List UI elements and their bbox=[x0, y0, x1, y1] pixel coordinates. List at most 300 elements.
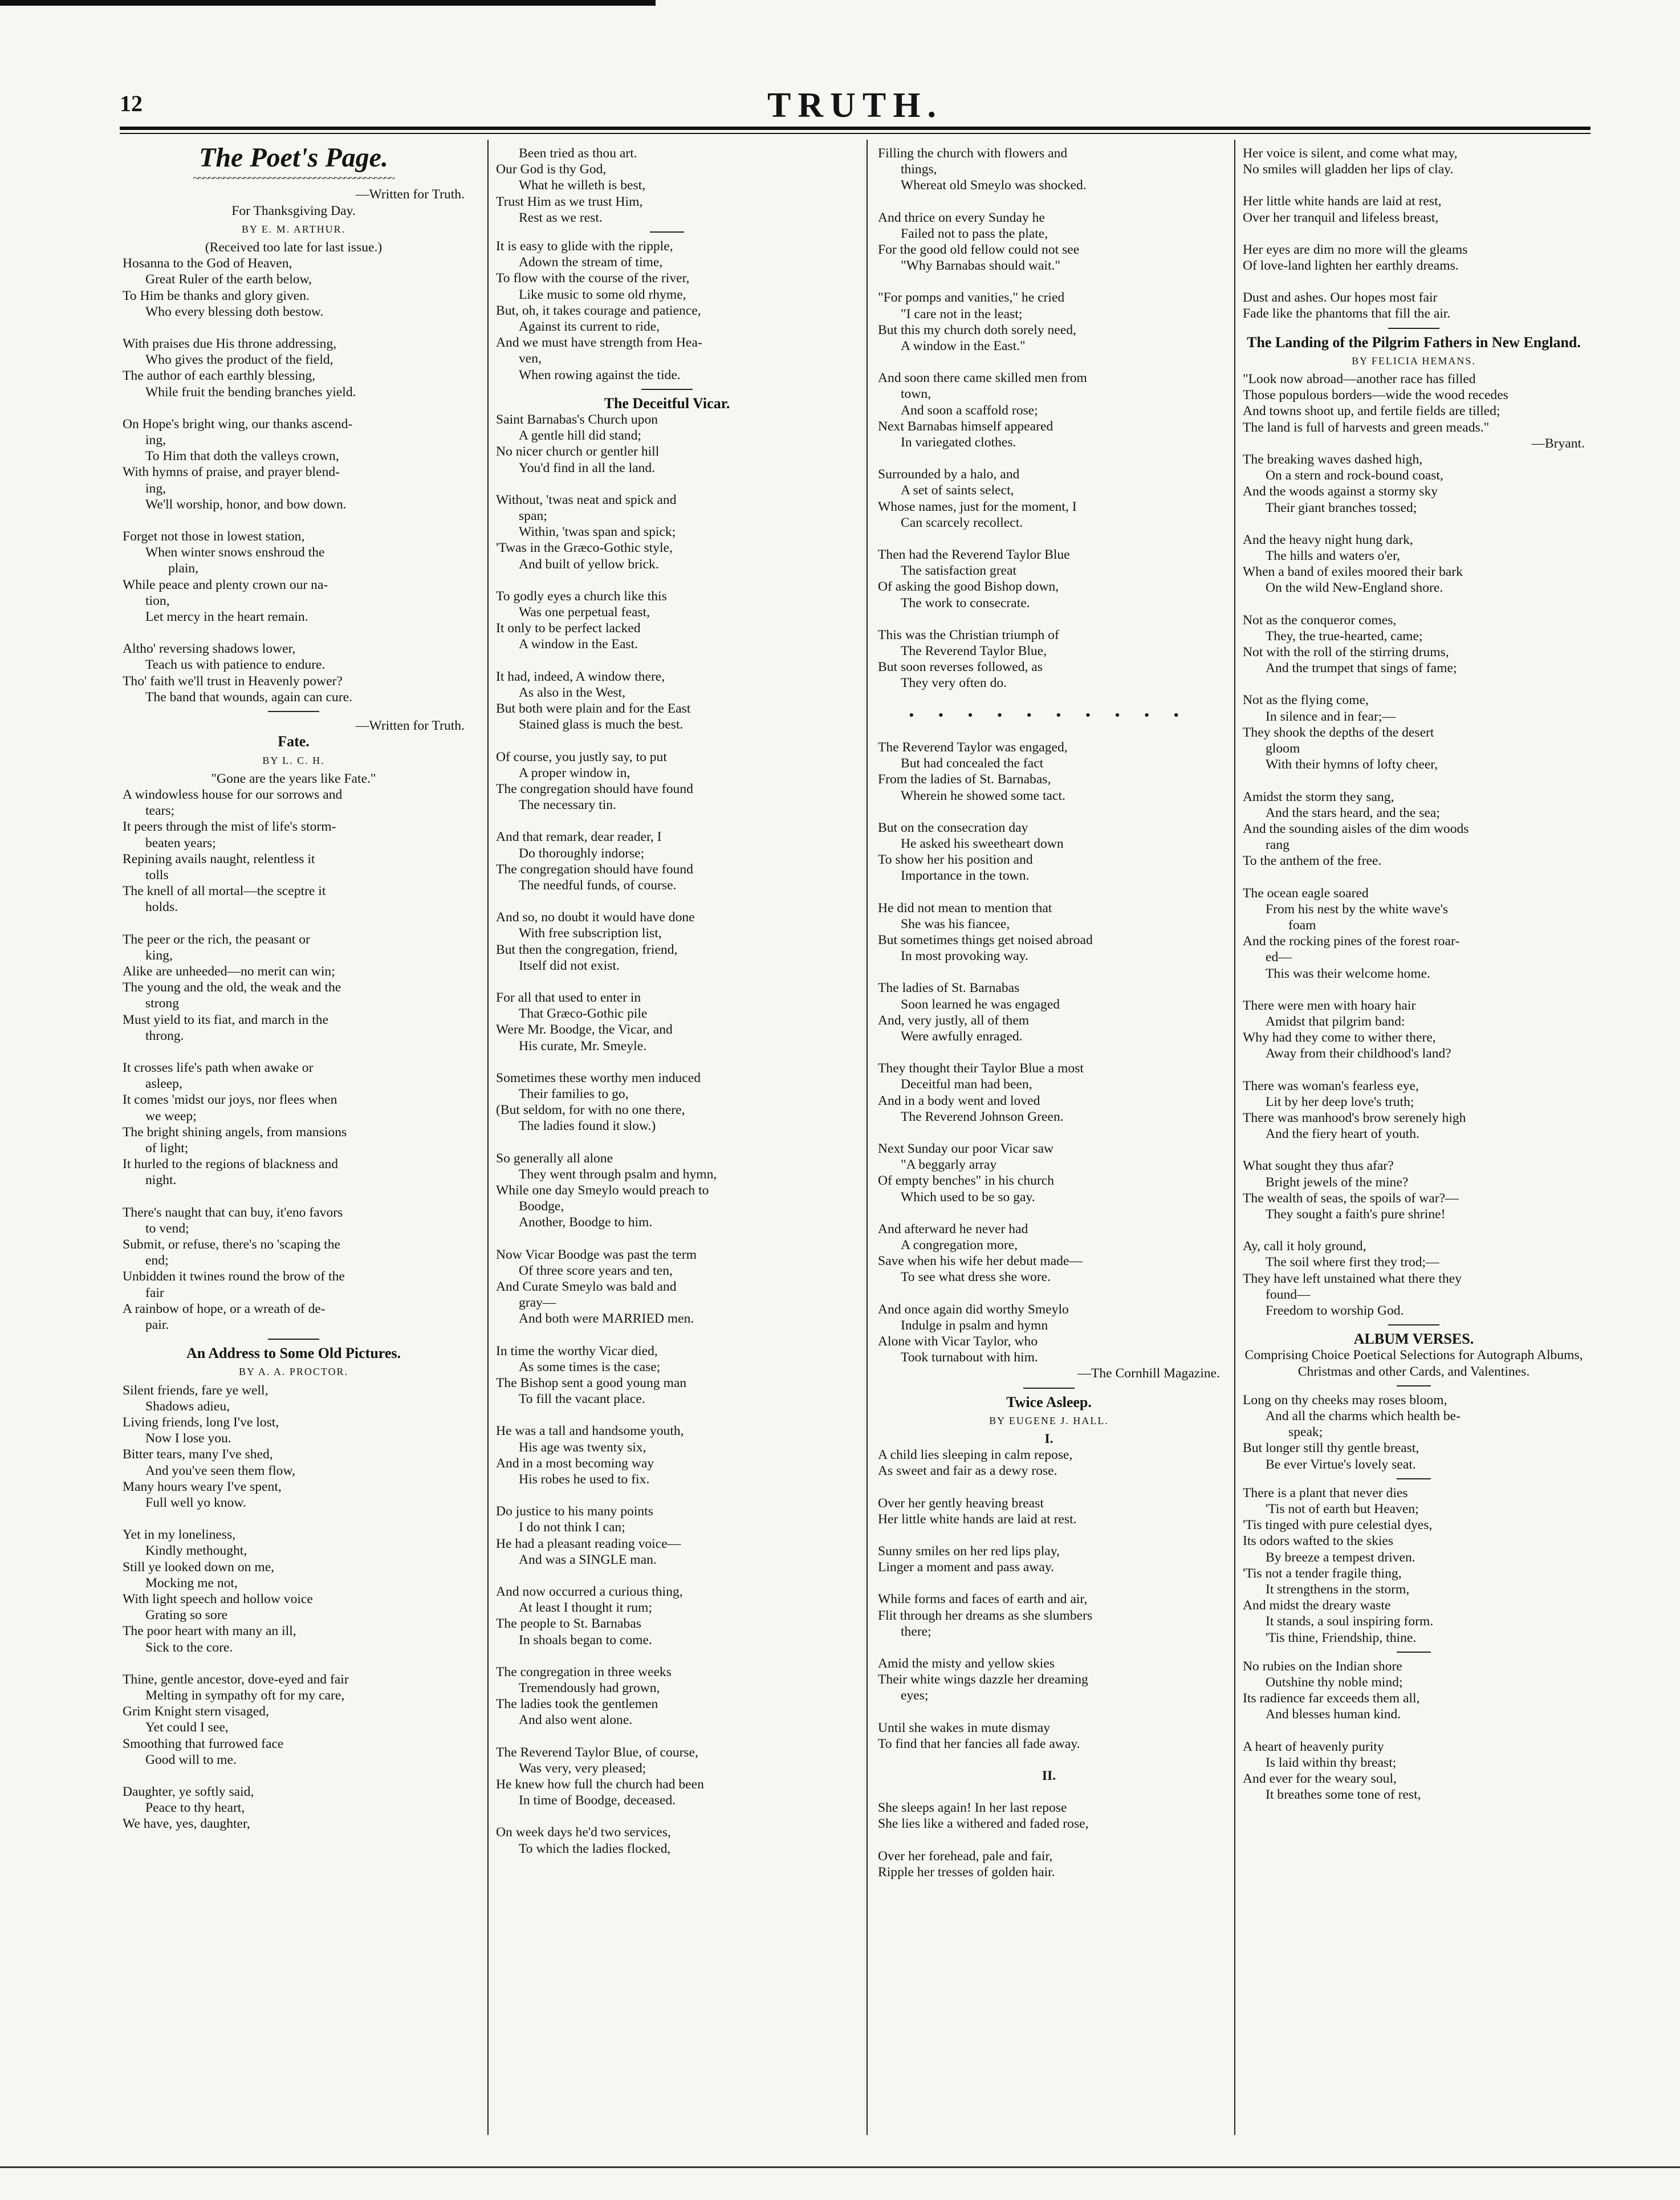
separator bbox=[1388, 328, 1439, 329]
stanza-gap bbox=[123, 1044, 465, 1060]
verse-line: Forget not those in lowest station, bbox=[123, 529, 305, 544]
verse-line: Saint Barnabas's Church upon bbox=[496, 412, 658, 428]
stanza-gap bbox=[878, 1752, 1220, 1768]
stanza-gap bbox=[496, 813, 838, 829]
verse-line: The satisfaction great bbox=[901, 563, 1017, 579]
verse-line: And ever for the weary soul, bbox=[1243, 1771, 1397, 1787]
verse-line: Deceitful man had been, bbox=[901, 1077, 1032, 1092]
verse-line: They thought their Taylor Blue a most bbox=[878, 1061, 1084, 1076]
verse-line: The Reverend Taylor Blue, bbox=[901, 644, 1047, 659]
verse-line: The ocean eagle soared bbox=[1243, 885, 1369, 901]
verse-line: Her little white hands are laid at rest. bbox=[878, 1511, 1077, 1527]
verse-line: Soon learned he was engaged bbox=[901, 997, 1060, 1012]
stanza-gap bbox=[878, 964, 1220, 980]
verse-line: When a band of exiles moored their bark bbox=[1243, 564, 1463, 580]
verse-line: In variegated clothes. bbox=[901, 435, 1016, 450]
verse-line: Was very, very pleased; bbox=[519, 1760, 646, 1776]
verse-line: 'Tis not of earth but Heaven; bbox=[1266, 1502, 1419, 1517]
verse-line: Ay, call it holy ground, bbox=[1243, 1239, 1366, 1254]
stanza-gap bbox=[878, 1125, 1220, 1141]
column-divider bbox=[867, 140, 868, 2135]
verse-line: The Reverend Taylor Blue, of course, bbox=[496, 1744, 698, 1760]
verse-line: Submit, or refuse, there's no 'scaping the bbox=[123, 1237, 340, 1252]
verse-line: And the stars heard, and the sea; bbox=[1266, 805, 1440, 820]
stanza-gap bbox=[878, 692, 1220, 707]
verse-line: His robes he used to fix. bbox=[519, 1472, 650, 1487]
verse-line: Sunny smiles on her red lips play, bbox=[878, 1544, 1060, 1559]
stanza-gap bbox=[878, 354, 1220, 370]
verse-line: A congregation more, bbox=[901, 1237, 1018, 1253]
verse-line: Within, 'twas span and spick; bbox=[519, 524, 676, 540]
verse-line: To godly eyes a church like this bbox=[496, 588, 667, 604]
verse-line: And midst the dreary waste bbox=[1243, 1598, 1391, 1613]
verse-line: Wherein he showed some tact. bbox=[901, 788, 1065, 803]
stanza-gap bbox=[123, 1768, 465, 1784]
verse-line: It stands, a soul inspiring form. bbox=[1266, 1614, 1434, 1629]
attribution: —Written for Truth. bbox=[355, 718, 465, 734]
verse-line: Without, 'twas neat and spick and bbox=[496, 492, 677, 507]
stanza-gap bbox=[496, 1231, 838, 1247]
verse-line: Good will to me. bbox=[145, 1752, 237, 1767]
verse-line: There is a plant that never dies bbox=[1243, 1485, 1408, 1500]
column-divider bbox=[1234, 140, 1235, 2135]
verse-line: They, the true-hearted, came; bbox=[1266, 628, 1423, 644]
verse-line: With hymns of praise, and prayer blend- bbox=[123, 465, 340, 480]
verse-line: tolls bbox=[145, 867, 169, 883]
verse-line: Silent friends, fare ye well, bbox=[123, 1382, 269, 1398]
verse-line: He asked his sweetheart down bbox=[901, 836, 1064, 851]
verse-line: To flow with the course of the river, bbox=[496, 271, 690, 286]
stanza-gap bbox=[123, 916, 465, 932]
verse-line: Failed not to pass the plate, bbox=[901, 226, 1048, 241]
stanza-gap bbox=[123, 1511, 465, 1527]
verse-line: Tho' faith we'll trust in Heavenly power? bbox=[123, 673, 343, 689]
verse-line: The Reverend Johnson Green. bbox=[901, 1109, 1064, 1124]
verse-line: Over her forehead, pale and fair, bbox=[878, 1848, 1053, 1864]
stanza-gap bbox=[878, 1704, 1220, 1720]
section-title: The Poet's Page. bbox=[199, 145, 388, 173]
verse-line: He was a tall and handsome youth, bbox=[496, 1424, 684, 1439]
verse-line: Outshine thy noble mind; bbox=[1266, 1675, 1403, 1690]
verse-line: Alone with Vicar Taylor, who bbox=[878, 1333, 1038, 1349]
verse-line: Her little white hands are laid at rest, bbox=[1243, 194, 1442, 209]
stanza-gap bbox=[496, 974, 838, 990]
verse-line: Their white wings dazzle her dreaming bbox=[878, 1672, 1088, 1687]
verse-line: Who gives the product of the field, bbox=[145, 352, 333, 368]
verse-line: Not as the conqueror comes, bbox=[1243, 612, 1397, 628]
verse-line: fair bbox=[145, 1285, 164, 1300]
verse-line: In most provoking way. bbox=[901, 949, 1028, 964]
verse-line: The ladies found it slow.) bbox=[519, 1119, 656, 1134]
verse-line: Lit by her deep love's truth; bbox=[1266, 1094, 1414, 1109]
verse-line: They sought a faith's pure shrine! bbox=[1266, 1206, 1446, 1222]
verse-line: night. bbox=[145, 1173, 177, 1188]
stanza-gap bbox=[1243, 869, 1585, 885]
verse-line: And so, no doubt it would have done bbox=[496, 910, 695, 925]
column-2 bbox=[496, 145, 838, 2129]
verse-line: The knell of all mortal—the sceptre it bbox=[123, 884, 326, 899]
verse-line: Boodge, bbox=[519, 1199, 564, 1214]
verse-line: The peer or the rich, the peasant or bbox=[123, 932, 310, 947]
stanza-gap bbox=[496, 572, 838, 588]
verse-line: Away from their childhood's land? bbox=[1266, 1046, 1451, 1062]
verse-line: The necessary tin. bbox=[519, 798, 616, 813]
verse-line: At least I thought it rum; bbox=[519, 1600, 652, 1616]
verse-line: As some times is the case; bbox=[519, 1359, 661, 1375]
verse-line: Repining avails naught, relentless it bbox=[123, 851, 315, 867]
verse-line: ing, bbox=[145, 433, 166, 448]
verse-line: Filling the church with flowers and bbox=[878, 146, 1068, 161]
attribution: —Written for Truth. bbox=[355, 187, 465, 202]
verse-line: And in a most becoming way bbox=[496, 1455, 654, 1471]
verse-line: Her eyes are dim no more will the gleams bbox=[1243, 242, 1468, 257]
verse-line: But soon reverses followed, as bbox=[878, 660, 1043, 675]
verse-line: While peace and plenty crown our na- bbox=[123, 577, 328, 592]
stanza-gap bbox=[878, 274, 1220, 290]
verse-line: This was the Christian triumph of bbox=[878, 627, 1059, 642]
verse-line: Of three score years and ten, bbox=[519, 1263, 673, 1278]
verse-line: Its odors wafted to the skies bbox=[1243, 1534, 1394, 1549]
verse-line: And the woods against a stormy sky bbox=[1243, 484, 1438, 499]
verse-line: Grim Knight stern visaged, bbox=[123, 1704, 269, 1719]
verse-line: To which the ladies flocked, bbox=[519, 1841, 671, 1856]
verse-line: Its radience far exceeds them all, bbox=[1243, 1691, 1420, 1706]
verse-line: Fade like the phantoms that fill the air. bbox=[1243, 306, 1451, 322]
verse-line: We'll worship, honor, and bow down. bbox=[145, 497, 347, 512]
verse-line: The hills and waters o'er, bbox=[1266, 548, 1400, 564]
verse-line: Over her tranquil and lifeless breast, bbox=[1243, 210, 1439, 225]
verse-line: there; bbox=[901, 1624, 931, 1639]
stanza-gap bbox=[496, 1407, 838, 1423]
verse-line: To see what dress she wore. bbox=[901, 1270, 1051, 1285]
verse-line: town, bbox=[901, 387, 931, 402]
verse-line: But both were plain and for the East bbox=[496, 701, 691, 717]
verse-line: Yet could I see, bbox=[145, 1720, 229, 1735]
poem-title: Twice Asleep. bbox=[1006, 1393, 1092, 1410]
stanza-gap bbox=[1243, 516, 1585, 532]
byline: BY FELICIA HEMANS. bbox=[1352, 355, 1476, 367]
stanza-gap bbox=[878, 1575, 1220, 1591]
verse-line: The band that wounds, again can cure. bbox=[145, 689, 352, 705]
stanza-gap bbox=[496, 1054, 838, 1070]
verse-line: It had, indeed, A window there, bbox=[496, 669, 665, 684]
verse-line: And both were MARRIED men. bbox=[519, 1311, 694, 1327]
verse-line: A set of saints select, bbox=[901, 483, 1014, 498]
verse-line: And you've seen them flow, bbox=[145, 1463, 295, 1478]
verse-line: plain, bbox=[168, 561, 199, 576]
verse-line: Long on thy cheeks may roses bloom, bbox=[1243, 1392, 1447, 1408]
verse-line: And was a SINGLE man. bbox=[519, 1552, 657, 1567]
verse-line: Altho' reversing shadows lower, bbox=[123, 641, 296, 657]
verse-line: The ladies took the gentlemen bbox=[496, 1697, 658, 1712]
verse-line: Sick to the core. bbox=[145, 1640, 233, 1655]
verse-line: Thine, gentle ancestor, dove-eyed and fair bbox=[123, 1672, 349, 1687]
verse-line: beaten years; bbox=[145, 835, 216, 851]
verse-line: Linger a moment and pass away. bbox=[878, 1560, 1055, 1575]
verse-line: Do thoroughly indorse; bbox=[519, 845, 645, 861]
verse-line: to vend; bbox=[145, 1221, 189, 1236]
verse-line: A gentle hill did stand; bbox=[519, 428, 641, 444]
verse-line: To fill the vacant place. bbox=[519, 1392, 645, 1407]
verse-line: And the rocking pines of the forest roar- bbox=[1243, 934, 1460, 949]
stanza-gap bbox=[878, 1784, 1220, 1800]
verse-line: The young and the old, the weak and the bbox=[123, 980, 341, 995]
attribution: —The Cornhill Magazine. bbox=[1077, 1366, 1220, 1381]
verse-line: They shook the depths of the desert bbox=[1243, 725, 1434, 740]
verse-line: (But seldom, for with no one there, bbox=[496, 1103, 685, 1118]
verse-line: Her voice is silent, and come what may, bbox=[1243, 146, 1458, 161]
header-rule-thin bbox=[120, 133, 1590, 134]
verse-line: Daughter, ye softly said, bbox=[123, 1784, 254, 1800]
verse-line: The Bishop sent a good young man bbox=[496, 1376, 687, 1390]
verse-line: 'Tis tinged with pure celestial dyes, bbox=[1243, 1518, 1433, 1533]
verse-line: gloom bbox=[1266, 741, 1300, 757]
verse-line: And in a body went and loved bbox=[878, 1093, 1040, 1108]
verse-line: Yet in my loneliness, bbox=[123, 1527, 236, 1543]
verse-line: There were men with hoary hair bbox=[1243, 998, 1416, 1013]
stanza-gap bbox=[878, 1527, 1220, 1543]
stanza-gap bbox=[496, 733, 838, 749]
verse-line: tion, bbox=[145, 593, 170, 608]
verse-line: ed— bbox=[1266, 950, 1292, 965]
verse-line: His curate, Mr. Smeyle. bbox=[519, 1038, 647, 1054]
stanza-gap bbox=[496, 1808, 838, 1824]
verse-line: The bright shining angels, from mansions bbox=[123, 1124, 347, 1140]
verse-line: Dust and ashes. Our hopes most fair bbox=[1243, 290, 1438, 306]
verse-line: The poor heart with many an ill, bbox=[123, 1624, 296, 1639]
verse-line: things, bbox=[901, 162, 937, 177]
verse-line: Which used to be so gay. bbox=[901, 1189, 1035, 1205]
section-number: II. bbox=[1042, 1768, 1056, 1784]
stanza-gap bbox=[878, 531, 1220, 547]
verse-line: From the ladies of St. Barnabas, bbox=[878, 772, 1051, 787]
verse-line: Our God is thy God, bbox=[496, 162, 607, 177]
verse-line: A rainbow of hope, or a wreath of de- bbox=[123, 1301, 326, 1316]
verse-line: The land is full of harvests and green meads." bbox=[1243, 420, 1490, 435]
verse-line: And, very justly, all of them bbox=[878, 1012, 1030, 1028]
verse-line: The wealth of seas, the spoils of war?— bbox=[1243, 1190, 1459, 1206]
verse-line: gray— bbox=[519, 1295, 556, 1311]
separator bbox=[268, 1339, 319, 1340]
verse-line: tears; bbox=[145, 803, 175, 819]
separator bbox=[1388, 1324, 1439, 1325]
verse-line: There was manhood's brow serenely high bbox=[1243, 1110, 1466, 1125]
verse-line: But sometimes things get noised abroad bbox=[878, 932, 1093, 947]
verse-line: Why had they come to wither there, bbox=[1243, 1030, 1436, 1046]
verse-line: The work to consecrate. bbox=[901, 595, 1030, 611]
poem-title: Fate. bbox=[278, 733, 310, 750]
verse-line: Must yield to its fiat, and march in the bbox=[123, 1012, 329, 1027]
verse-line: speak; bbox=[1288, 1425, 1323, 1440]
verse-line: Itself did not exist. bbox=[519, 958, 620, 973]
verse-line: When rowing against the tide. bbox=[519, 367, 681, 383]
byline: BY EUGENE J. HALL. bbox=[989, 1414, 1109, 1426]
verse-line: Next Barnabas himself appeared bbox=[878, 418, 1053, 434]
verse-line: Stained glass is much the best. bbox=[519, 717, 684, 733]
verse-line: While forms and faces of earth and air, bbox=[878, 1592, 1088, 1607]
column-divider bbox=[487, 140, 489, 2135]
verse-line: Flit through her dreams as she slumbers bbox=[878, 1608, 1093, 1623]
verse-line: On week days he'd two services, bbox=[496, 1825, 671, 1840]
verse-line: She sleeps again! In her last repose bbox=[878, 1800, 1067, 1816]
verse-line: She lies like a withered and faded rose, bbox=[878, 1816, 1089, 1832]
verse-line: eyes; bbox=[901, 1688, 929, 1703]
stanza-gap bbox=[878, 884, 1220, 900]
stanza-gap bbox=[123, 1189, 465, 1205]
verse-line: And now occurred a curious thing, bbox=[496, 1584, 683, 1600]
verse-line: It breathes some tone of rest, bbox=[1266, 1787, 1421, 1803]
verse-line: Alike are unheeded—no merit can win; bbox=[123, 963, 335, 979]
verse-line: By breeze a tempest driven. bbox=[1266, 1550, 1415, 1565]
verse-line: Over her gently heaving breast bbox=[878, 1495, 1044, 1511]
poem-title: The Landing of the Pilgrim Fathers in New England. bbox=[1247, 334, 1581, 351]
verse-line: Many hours weary I've spent, bbox=[123, 1479, 282, 1494]
stanza-gap bbox=[878, 1479, 1220, 1495]
verse-line: strong bbox=[145, 996, 179, 1011]
verse-line: No nicer church or gentler hill bbox=[496, 444, 660, 459]
separator bbox=[268, 711, 319, 712]
verse-line: And we must have strength from Hea- bbox=[496, 335, 702, 351]
verse-line: They have left unstained what there they bbox=[1243, 1271, 1462, 1286]
verse-line: Trust Him as we trust Him, bbox=[496, 194, 643, 209]
stanza-gap bbox=[878, 1205, 1220, 1221]
stanza-gap bbox=[123, 1656, 465, 1672]
verse-line: Who every blessing doth bestow. bbox=[145, 304, 324, 319]
verse-line: "For pomps and vanities," he cried bbox=[878, 290, 1065, 306]
verse-line: And also went alone. bbox=[519, 1713, 633, 1728]
verse-line: And once again did worthy Smeylo bbox=[878, 1302, 1069, 1317]
verse-line: Tremendously had grown, bbox=[519, 1681, 660, 1696]
stanza-gap bbox=[496, 653, 838, 669]
verse-line: Shadows adieu, bbox=[145, 1398, 230, 1414]
verse-line: You'd find in all the land. bbox=[519, 460, 656, 475]
stanza-gap bbox=[878, 194, 1220, 210]
verse-line: Of course, you justly say, to put bbox=[496, 749, 667, 764]
stanza-gap bbox=[1243, 773, 1585, 789]
separator bbox=[650, 231, 684, 233]
verse-line: To show her his position and bbox=[878, 852, 1033, 868]
verse-line: It only to be perfect lacked bbox=[496, 621, 641, 636]
verse-line: That Græco-Gothic pile bbox=[519, 1006, 648, 1022]
verse-line: king, bbox=[145, 947, 173, 963]
verse-line: He knew how full the church had been bbox=[496, 1777, 704, 1792]
verse-line: Not with the roll of the stirring drums, bbox=[1243, 645, 1449, 660]
verse-line: The congregation in three weeks bbox=[496, 1664, 672, 1680]
verse-line: And the fiery heart of youth. bbox=[1266, 1127, 1419, 1142]
verse-line: For all that used to enter in bbox=[496, 990, 641, 1005]
verse-line: Kindly methought, bbox=[145, 1543, 247, 1559]
verse-line: A window in the East." bbox=[901, 339, 1026, 354]
verse-line: But, oh, it takes courage and patience, bbox=[496, 303, 701, 318]
verse-line: we weep; bbox=[145, 1108, 197, 1124]
verse-line: As also in the West, bbox=[519, 685, 626, 700]
page-number: 12 bbox=[120, 91, 143, 116]
stanza-gap bbox=[123, 625, 465, 641]
verse-line: It crosses life's path when awake or bbox=[123, 1060, 314, 1075]
stanza-gap bbox=[1243, 177, 1585, 193]
stanza-gap bbox=[1243, 226, 1585, 242]
verse-line: Until she wakes in mute dismay bbox=[878, 1720, 1051, 1735]
verse-line: And blesses human kind. bbox=[1266, 1707, 1401, 1722]
verse-line: A heart of heavenly purity bbox=[1243, 1739, 1384, 1754]
verse-line: The ladies of St. Barnabas bbox=[878, 981, 1020, 996]
top-ink-bar bbox=[0, 0, 656, 6]
stanza-gap bbox=[496, 1134, 838, 1150]
verse-line: I do not think I can; bbox=[519, 1520, 625, 1535]
verse-line: Now Vicar Boodge was past the term bbox=[496, 1247, 697, 1262]
verse-line: But this my church doth sorely need, bbox=[878, 322, 1076, 337]
stanza-gap bbox=[123, 513, 465, 528]
verse-line: Teach us with patience to endure. bbox=[145, 657, 326, 673]
verse-line: "Look now abroad—another race has filled bbox=[1243, 372, 1476, 387]
stanza-gap bbox=[1243, 1723, 1585, 1739]
poem-title: ALBUM VERSES. bbox=[1353, 1331, 1474, 1348]
stanza-gap bbox=[496, 1648, 838, 1664]
verse-line: Save when his wife her debut made— bbox=[878, 1254, 1083, 1269]
verse-line: The needful funds, of course. bbox=[519, 877, 677, 893]
verse-line: The Reverend Taylor was engaged, bbox=[878, 739, 1068, 755]
verse-line: Then had the Reverend Taylor Blue bbox=[878, 547, 1070, 563]
verse-line: Freedom to worship God. bbox=[1266, 1303, 1404, 1318]
verse-line: In time of Boodge, deceased. bbox=[519, 1793, 676, 1808]
column-3 bbox=[878, 145, 1220, 2129]
stanza-gap bbox=[1243, 676, 1585, 692]
verse-line: Do justice to his many points bbox=[496, 1504, 653, 1519]
verse-line: rang bbox=[1266, 837, 1290, 853]
verse-line: This was their welcome home. bbox=[1266, 966, 1430, 981]
page-header bbox=[120, 86, 1590, 125]
column-1 bbox=[123, 145, 465, 2129]
verse-line: Amid the misty and yellow skies bbox=[878, 1656, 1055, 1672]
column-4 bbox=[1243, 145, 1585, 2129]
verse-line: span; bbox=[519, 509, 547, 524]
verse-line: Been tried as thou art. bbox=[519, 146, 637, 161]
verse-line: And Curate Smeylo was bald and bbox=[496, 1279, 677, 1294]
verse-line: And the trumpet that sings of fame; bbox=[1266, 661, 1457, 676]
verse-line: asleep, bbox=[145, 1076, 182, 1092]
verse-line: Of empty benches" in his church bbox=[878, 1173, 1055, 1189]
stanza-gap bbox=[878, 1286, 1220, 1302]
verse-line: Was one perpetual feast, bbox=[519, 605, 650, 620]
centered-line: "Gone are the years like Fate." bbox=[211, 771, 376, 786]
verse-line: And the sounding aisles of the dim woods bbox=[1243, 821, 1469, 836]
verse-line: A proper window in, bbox=[519, 765, 630, 780]
verse-line: Amidst the storm they sang, bbox=[1243, 789, 1394, 804]
separator bbox=[1397, 1385, 1431, 1386]
verse-line: Not as the flying come, bbox=[1243, 693, 1369, 708]
verse-line: Like music to some old rhyme, bbox=[519, 287, 686, 302]
stanza-gap bbox=[1243, 274, 1585, 290]
section-number: I. bbox=[1044, 1432, 1053, 1446]
verse-line: Amidst that pilgrim band: bbox=[1266, 1014, 1405, 1029]
verse-line: To Him that doth the valleys crown, bbox=[145, 449, 339, 464]
verse-line: end; bbox=[145, 1253, 169, 1268]
header-rule-thick bbox=[120, 127, 1590, 130]
stanza-gap bbox=[496, 1327, 838, 1343]
verse-line: Rest as we rest. bbox=[519, 210, 603, 225]
stanza-gap bbox=[1243, 982, 1585, 998]
verse-line: What he willeth is best, bbox=[519, 178, 646, 193]
verse-line: Still ye looked down on me, bbox=[123, 1559, 275, 1575]
verse-line: found— bbox=[1266, 1287, 1311, 1302]
verse-line: On Hope's bright wing, our thanks ascend- bbox=[123, 416, 353, 432]
verse-line: throng. bbox=[145, 1028, 184, 1043]
stanza-gap bbox=[123, 320, 465, 336]
stanza-gap bbox=[1243, 596, 1585, 612]
verse-line: A windowless house for our sorrows and bbox=[123, 787, 343, 802]
verse-line: 'Tis not a tender fragile thing, bbox=[1243, 1565, 1402, 1581]
stanza-gap bbox=[878, 723, 1220, 739]
